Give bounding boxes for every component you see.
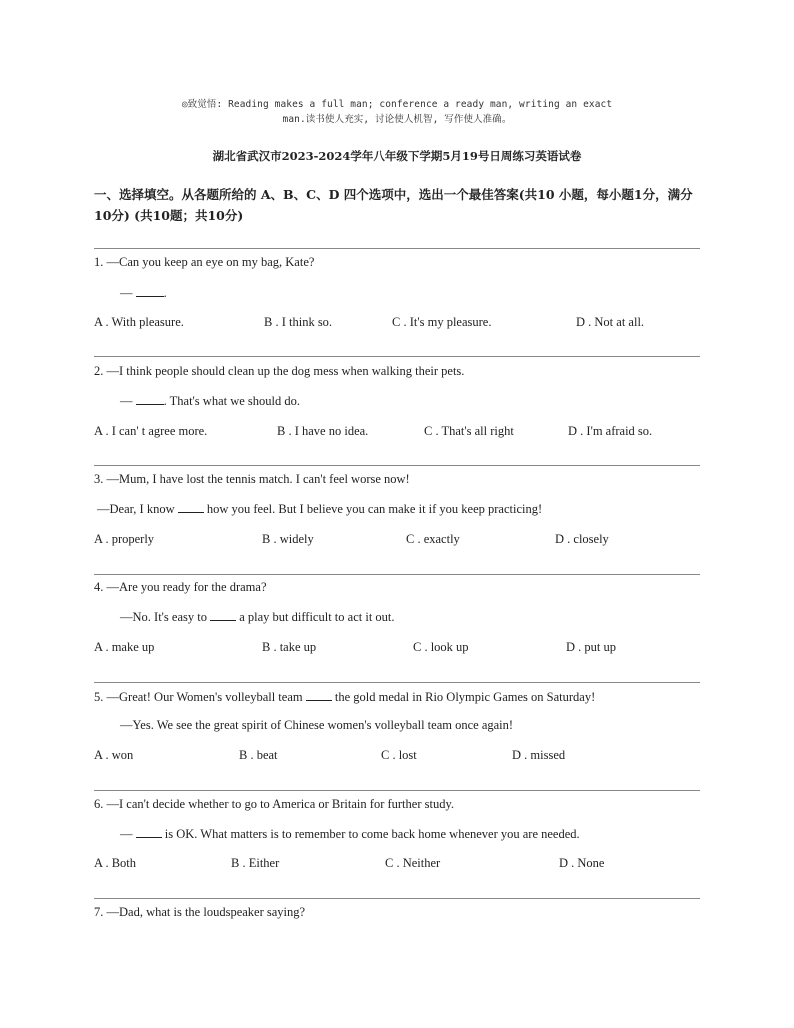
- question-2-stem: 2. —I think people should clean up the dog mess when walking their pets.: [94, 364, 465, 378]
- question-2-option-c[interactable]: C . That's all right: [424, 424, 514, 438]
- question-2-option-b[interactable]: B . I have no idea.: [277, 424, 369, 438]
- question-4-option-c[interactable]: C . look up: [413, 640, 469, 654]
- question-3-option-b[interactable]: B . widely: [262, 532, 314, 546]
- answer-blank[interactable]: [136, 393, 164, 405]
- question-3-stem: 3. —Mum, I have lost the tennis match. I can't feel worse now!: [94, 472, 410, 486]
- divider: [94, 465, 700, 466]
- question-5-stem: 5. —Great! Our Women's volleyball team the gold medal in Rio Olympic Games on Saturday!: [94, 690, 596, 704]
- question-4-option-d[interactable]: D . put up: [566, 640, 616, 654]
- question-1-option-c[interactable]: C . It's my pleasure.: [392, 315, 492, 329]
- question-6-option-b[interactable]: B . Either: [231, 856, 280, 870]
- question-3-option-c[interactable]: C . exactly: [406, 532, 460, 546]
- question-7-stem: 7. —Dad, what is the loudspeaker saying?: [94, 905, 306, 919]
- divider: [94, 248, 700, 249]
- answer-blank[interactable]: [178, 501, 204, 513]
- question-2-reply: — . That's what we should do.: [120, 394, 301, 408]
- question-3-reply: —Dear, I know how you feel. But I believe you can make it if you keep practicing!: [97, 502, 543, 516]
- question-3-option-a[interactable]: A . properly: [94, 532, 155, 546]
- question-4-option-a[interactable]: A . make up: [94, 640, 155, 654]
- exam-title: 湖北省武汉市2023-2024学年八年级下学期5月19号日周练习英语试卷: [212, 149, 582, 163]
- motto-line-2: man.读书使人充实, 讨论使人机智, 写作使人准确。: [282, 114, 512, 125]
- question-3-option-d[interactable]: D . closely: [555, 532, 609, 546]
- divider: [94, 682, 700, 683]
- question-2-option-a[interactable]: A . I can' t agree more.: [94, 424, 208, 438]
- question-6-option-a[interactable]: A . Both: [94, 856, 137, 870]
- question-4-stem: 4. —Are you ready for the drama?: [94, 580, 267, 594]
- question-5-option-a[interactable]: A . won: [94, 748, 134, 762]
- question-4-reply: —No. It's easy to a play but difficult to act it out.: [120, 610, 395, 624]
- answer-blank[interactable]: [210, 609, 236, 621]
- divider: [94, 574, 700, 575]
- question-5-option-c[interactable]: C . lost: [381, 748, 417, 762]
- divider: [94, 356, 700, 357]
- answer-blank[interactable]: [136, 285, 164, 297]
- question-6-stem: 6. —I can't decide whether to go to America or Britain for further study.: [94, 797, 455, 811]
- answer-blank[interactable]: [306, 689, 332, 701]
- question-1-reply: — .: [120, 286, 167, 300]
- question-1-stem: 1. —Can you keep an eye on my bag, Kate?: [94, 255, 315, 269]
- question-2-option-d[interactable]: D . I'm afraid so.: [568, 424, 653, 438]
- motto-line-1: ◎致觉悟: Reading makes a full man; conference a ready man, writing an exact: [181, 99, 613, 110]
- answer-blank[interactable]: [136, 826, 162, 838]
- section-heading: 一、选择填空。从各题所给的 A、B、C、D 四个选项中，选出一个最佳答案(共10 小题，每小题1分，满分10分) (共10题；共10分): [94, 187, 693, 223]
- question-6-option-d[interactable]: D . None: [559, 856, 605, 870]
- question-1-option-d[interactable]: D . Not at all.: [576, 315, 645, 329]
- question-5-option-b[interactable]: B . beat: [239, 748, 278, 762]
- question-5-option-d[interactable]: D . missed: [512, 748, 566, 762]
- divider: [94, 790, 700, 791]
- question-1-option-a[interactable]: A . With pleasure.: [94, 315, 184, 329]
- question-1-option-b[interactable]: B . I think so.: [264, 315, 333, 329]
- question-4-option-b[interactable]: B . take up: [262, 640, 317, 654]
- question-6-option-c[interactable]: C . Neither: [385, 856, 441, 870]
- divider: [94, 898, 700, 899]
- question-5-reply: —Yes. We see the great spirit of Chinese women's volleyball team once again!: [120, 718, 514, 732]
- question-6-reply: — is OK. What matters is to remember to come back home whenever you are needed.: [120, 827, 580, 841]
